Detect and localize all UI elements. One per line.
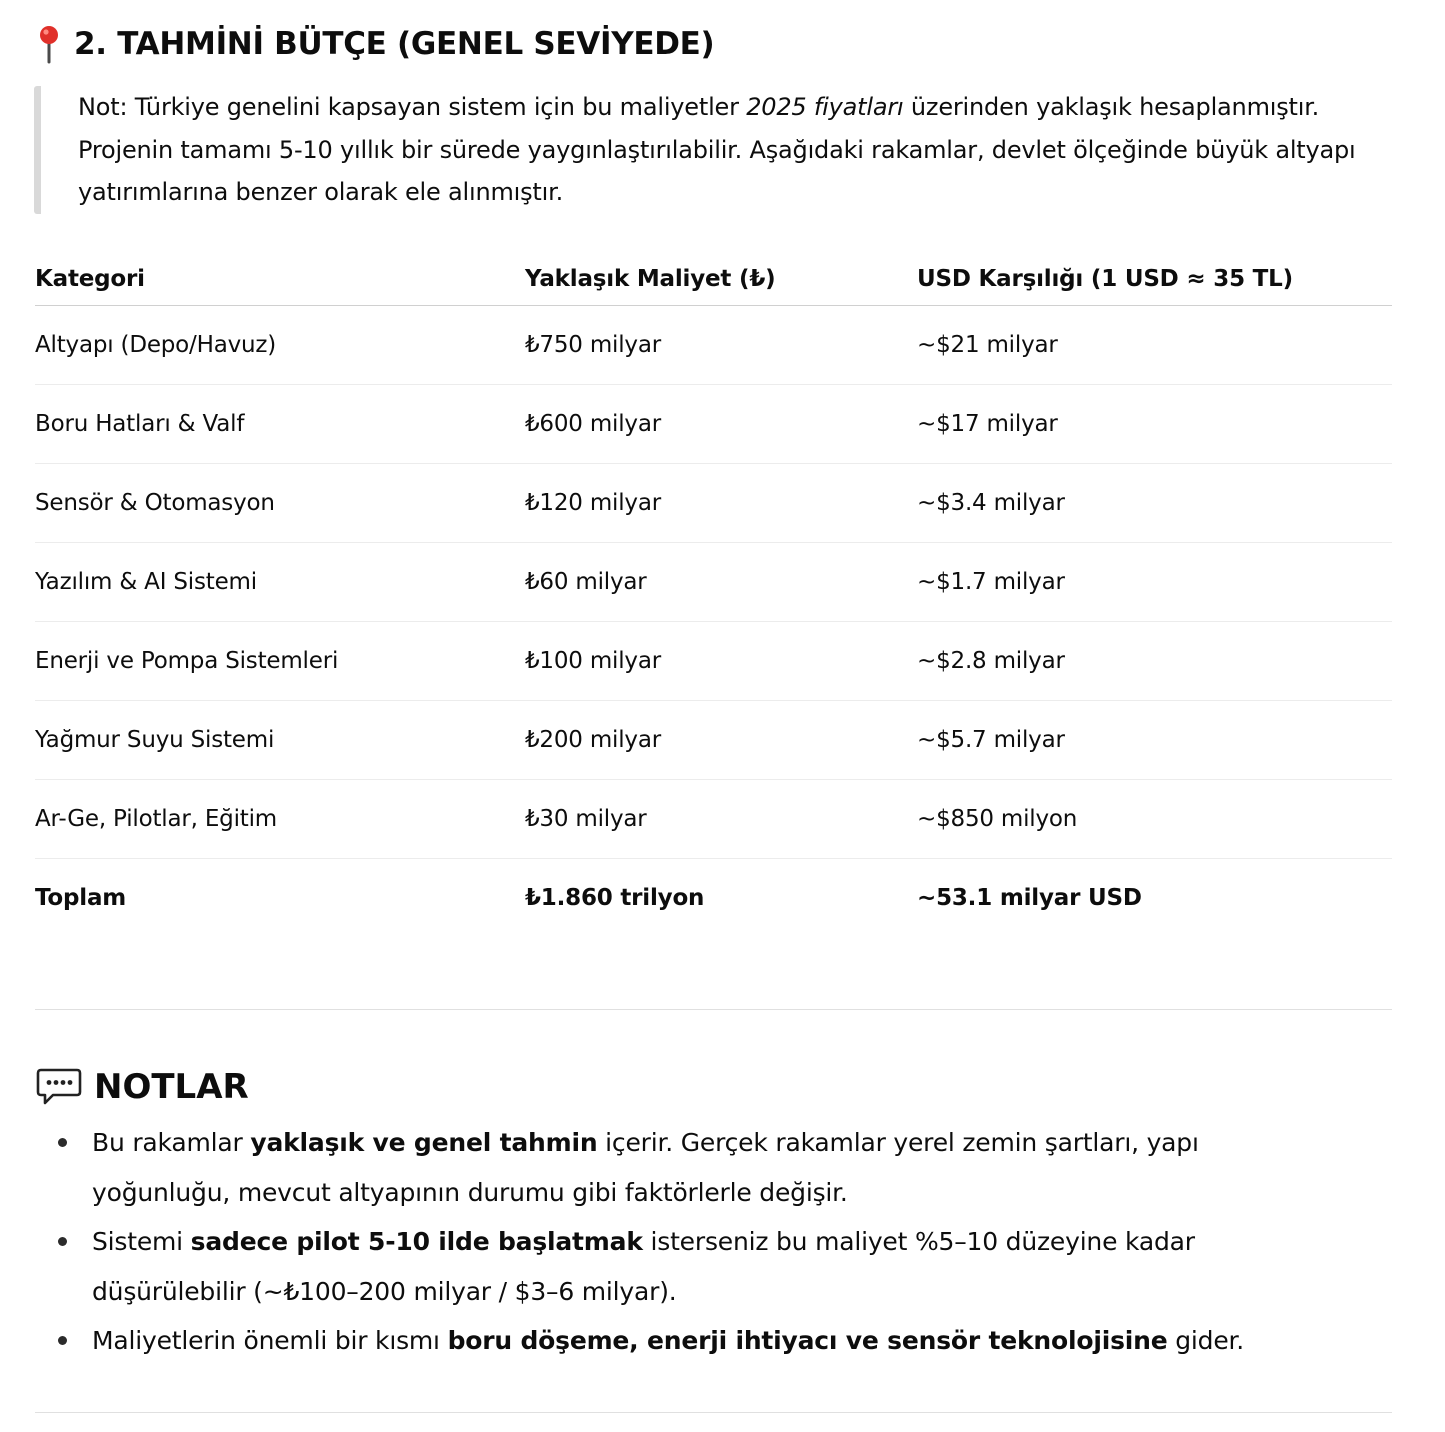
header-category: Kategori xyxy=(35,252,525,306)
table-row xyxy=(35,543,1392,622)
header-cost-try: Yaklaşık Maliyet (₺) xyxy=(525,252,917,306)
notes-heading xyxy=(36,1062,249,1112)
cell-category: Sensör & Otomasyon xyxy=(35,464,525,543)
notes-title: NOTLAR xyxy=(94,1067,249,1107)
divider xyxy=(35,1009,1392,1010)
divider xyxy=(35,1412,1392,1413)
list-item: Maliyetlerin önemli bir kısmı boru döşeme, enerji ihtiyacı ve sensör teknolojisine gider. xyxy=(92,1316,1342,1366)
cell-cost-usd: ~$21 milyar xyxy=(917,306,1392,385)
cell-cost-usd: ~$2.8 milyar xyxy=(917,622,1392,701)
cell-cost-try: ₺120 milyar xyxy=(525,464,917,543)
table-row xyxy=(35,701,1392,780)
cell-cost-usd: ~$5.7 milyar xyxy=(917,701,1392,780)
cell-cost-try: ₺600 milyar xyxy=(525,385,917,464)
round-pushpin-icon xyxy=(34,24,64,64)
header-cost-usd: USD Karşılığı (1 USD ≈ 35 TL) xyxy=(917,252,1392,306)
cell-category: Yazılım & AI Sistemi xyxy=(35,543,525,622)
cell-cost-usd: ~$850 milyon xyxy=(917,780,1392,859)
cell-cost-usd: ~$3.4 milyar xyxy=(917,464,1392,543)
table-row xyxy=(35,306,1392,385)
cell-cost-try: ₺200 milyar xyxy=(525,701,917,780)
total-cost-try: ₺1.860 trilyon xyxy=(525,885,705,911)
blockquote-note xyxy=(34,86,1404,214)
cell-category: Yağmur Suyu Sistemi xyxy=(35,701,525,780)
cell-cost-try: ₺30 milyar xyxy=(525,780,917,859)
table-row xyxy=(35,780,1392,859)
notes-list xyxy=(92,1118,1342,1366)
speech-bubble-icon xyxy=(36,1067,82,1107)
table-total-row xyxy=(35,859,1392,938)
total-cost-usd: ~53.1 milyar USD xyxy=(917,885,1142,911)
list-item: Bu rakamlar yaklaşık ve genel tahmin içerir. Gerçek rakamlar yerel zemin şartları, yapı yoğunluğu, mevcut altyapının durumu gibi faktörlerle değişir. xyxy=(92,1118,1342,1217)
cell-category: Boru Hatları & Valf xyxy=(35,385,525,464)
budget-table xyxy=(35,252,1392,937)
cell-category: Ar-Ge, Pilotlar, Eğitim xyxy=(35,780,525,859)
cell-cost-try: ₺750 milyar xyxy=(525,306,917,385)
table-header-row xyxy=(35,252,1392,306)
table-row xyxy=(35,622,1392,701)
table-row xyxy=(35,385,1392,464)
total-label: Toplam xyxy=(35,885,127,911)
cell-category: Enerji ve Pompa Sistemleri xyxy=(35,622,525,701)
budget-heading xyxy=(34,22,714,66)
cell-cost-try: ₺60 milyar xyxy=(525,543,917,622)
note-text: Not: Türkiye genelini kapsayan sistem için bu maliyetler 2025 fiyatları üzerinden yaklaşık hesaplanmıştır. Projenin tamamı 5-10 yıllık bir sürede yaygınlaştırılabilir. Aşağıdaki rakamlar, devlet ölçeğinde büyük altyapı yatırımlarına benzer olarak ele alınmıştır. xyxy=(78,93,1356,206)
cell-cost-try: ₺100 milyar xyxy=(525,622,917,701)
cell-category: Altyapı (Depo/Havuz) xyxy=(35,306,525,385)
cell-cost-usd: ~$17 milyar xyxy=(917,385,1392,464)
budget-title: 2. TAHMİNİ BÜTÇE (GENEL SEVİYEDE) xyxy=(74,26,715,62)
cell-cost-usd: ~$1.7 milyar xyxy=(917,543,1392,622)
table-row xyxy=(35,464,1392,543)
note-emphasis: 2025 fiyatları xyxy=(746,93,904,121)
list-item: Sistemi sadece pilot 5-10 ilde başlatmak isterseniz bu maliyet %5–10 düzeyine kadar düşürülebilir (~₺100–200 milyar / $3–6 milyar). xyxy=(92,1217,1342,1316)
